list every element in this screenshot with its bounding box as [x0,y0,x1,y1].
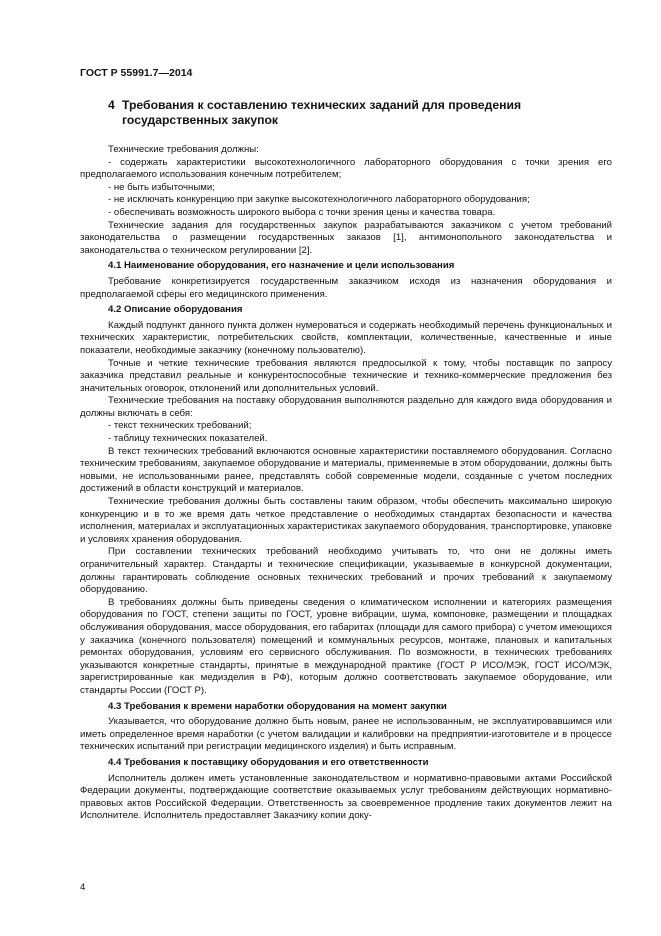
section-4-bullet: - обеспечивать возможность широкого выбора с точки зрения цены и качества товара. [108,206,496,218]
paragraph: Технические требования должны быть составлены таким образом, чтобы обеспечить максимально широкую конкуренцию и в то же время дать четкое представление о необходимых стандартах безопасности и качества исполнения, материалах и эксплуатационных характеристиках закупаемого оборудования, транспортировке, упаковке и условиях хранения оборудования. [80,496,612,545]
paragraph: Требование конкретизируется государственным заказчиком исходя из назначения оборудования и предполагаемой сферы его медицинского применения. [80,275,612,300]
standard-header: ГОСТ Р 55991.7—2014 [80,67,193,79]
section-number: 4 [108,98,115,112]
section-title-line-1: Требования к составлению технических заданий для проведения [122,98,522,112]
list-item: - таблицу технических показателей. [108,433,268,445]
paragraph: В требованиях должны быть приведены сведения о климатическом исполнении и категориях размещения оборудования по ГОСТ, степени защиты по ГОСТ, уровне вибрации, шума, компоновке, размещении и площадках обслуживания оборудования, массе оборудования, его габаритах (площади для самого прибора) с учетом имеющихся у заказчика (конечного пользователя) помещений и коммунальных ресурсов, монтаже, плановых и капитальных ремонтах оборудования, условиям его сервисного обслуживания. По возможности, в технических требованиях указываются конкретные стандарты, принятые в международной практике (ГОСТ Р ИСО/МЭК, ГОСТ ИСО/МЭК, зарегистрированные как медизделия в РФ), которым должно соответствовать закупаемое оборудование, или стандарты России (ГОСТ Р). [80,596,612,696]
section-4-title [80,98,612,128]
subsection-4-2-title: 4.2 Описание оборудования [108,304,243,316]
section-4-bullet: - не быть избыточными; [108,181,215,193]
subsection-4-3-title: 4.3 Требования к времени наработки оборудования на момент закупки [108,700,447,712]
page-number: 4 [80,882,86,893]
section-4-intro: Технические требования должны: [108,144,259,155]
paragraph: Технические требования на поставку оборудования выполняются раздельно для каждого вида оборудования и должны включать в себя: [80,395,612,419]
paragraph: Точные и четкие технические требования являются предпосылкой к тому, чтобы поставщик по запросу заказчика представил реальные и конкурентоспособные технические и технико-коммерческие предложения без значительных оговорок, отклонений или дополнительных условий. [80,357,612,394]
subsection-4-1-title: 4.1 Наименование оборудования, его назначение и цели использования [108,260,455,272]
section-title-line-2: государственных закупок [122,113,279,127]
paragraph: В текст технических требований включаются основные характеристики поставляемого оборудования. Согласно техническим требованиям, закупаемое оборудование и материалы, применяемые в этом оборудовании, должны быть новыми, не использованными ранее, представлять собой современные модели, созданные с учетом последних достижений в области конструкций и материалов. [80,445,612,495]
page-content [80,98,612,823]
paragraph: При составлении технических требований необходимо учитывать то, что они не должны иметь ограничительный характер. Стандарты и технические спецификации, указываемые в конкурсной документации, должны гарантировать соблюдение основных технических требований и прочих требований к закупаемому оборудованию. [80,546,612,596]
list-item: - текст технических требований; [108,420,252,432]
section-4-bullet: - не исключать конкуренцию при закупке высокотехнологичного лабораторного оборудования; [108,194,530,206]
paragraph: Исполнитель должен иметь установленные законодательством и нормативно-правовыми актами Российской Федерации документы, подтверждающие соответствие оказываемых услуг требованиям действующих нормативно-правовых актов Российской Федерации. Ответственность за своевременное продление таких документов лежит на Исполнителе. Исполнитель предоставляет Заказчику копии доку- [80,772,612,822]
paragraph: Указывается, что оборудование должно быть новым, ранее не использованным, не эксплуатировавшимся или иметь определенное время наработки (с учетом валидации и калибровки на предприятии-изготовителе и в процессе технических испытаний при регистрации медицинского изделия) и быть исправным. [80,716,612,753]
subsection-4-4-title: 4.4 Требования к поставщику оборудования и его ответственности [108,756,429,768]
section-4-closing: Технические задания для государственных закупок разрабатываются заказчиком с учетом требований законодательства о размещении государственных заказов [1], антимонопольного законодательства и законодательства о техническом регулировании [2]. [80,219,612,256]
section-4-bullet: - содержать характеристики высокотехнологичного лабораторного оборудования с точки зрения его предполагаемого использования конечным потребителем; [80,156,612,181]
paragraph: Каждый подпункт данного пункта должен нумероваться и содержать необходимый перечень функциональных и технических характеристик, потребительских свойств, комплектации, количественные, качественные и иные показатели, необходимые заказчику (конечному пользователю). [80,319,612,356]
